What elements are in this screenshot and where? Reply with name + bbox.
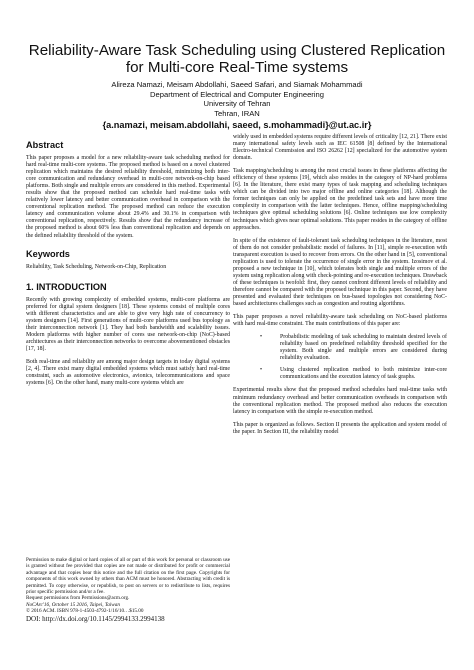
- bullet-icon: •: [260, 334, 263, 341]
- footnote-copyright: © 2016 ACM. ISBN 978-1-4503-4792-1/16/10…$15.00: [26, 608, 144, 615]
- abstract-body: This paper proposes a model for a new reliability-aware task scheduling method for hard real-time multi-core systems. The proposed method is based on a novel clustered replication which maintains the desired reliability threshold, minimizing both inter-core communication and redundancy overhead in multi-core network-on-chip based platforms. Both single and multiple errors are considered in this method. Experimental results show that the proposed method can schedule hard real-time tasks with relatively lower latency and better communication overhead in comparison with the conventional replication method. The proposed method can reduce the execution latency and communication volume about 29.4% and 30.1% in comparison with conventional replication, respectively. Results show that the redundancy increase of the proposed method is about 60% less than conventional replication and depends on the defined reliability threshold of the system.: [26, 155, 230, 239]
- footnote-venue: NoCArc'16, October 15 2016, Taipei, Taiwan: [26, 601, 120, 608]
- contribution-text: Using clustered replication method to both minimize inter-core communications and the execution latency of task graphs.: [280, 367, 447, 381]
- contribution-item: [233, 367, 447, 381]
- author-university: University of Tehran: [203, 99, 271, 109]
- right-paragraph-2: Task mapping/scheduling is among the most crucial issues in these platforms affecting the efficiency of these systems [19], which also resides in the category of NP-hard problems [6]. In the literature, there exist many types of task mapping and scheduling techniques which can be divided into two major offline and online categories [18]. Although the former techniques can only be applied on the predefined task sets and have more time complexity in comparison with the latter techniques. Hence, offline mapping/scheduling techniques give optimal scheduling solutions [6]. Online techniques use low complexity techniques which gives near optimal solutions. This paper resides in the category of offline approaches.: [233, 168, 447, 231]
- introduction-paragraph-1: Recently with growing complexity of embedded systems, multi-core platforms are preferred for digital system designers [18]. These systems consist of multiple cores with different characteristics and are able to give very high rate of concurrency to system designers [14]. First generations of multi-core platforms used bus topology as their interconnection network [1]. They had both bandwidth and scalability issues. Modern platforms with higher number of cores use network-on-chip (NoC)-based architectures as their interconnection networks to overcome abovementioned obstacles [17, 18].: [26, 296, 230, 352]
- author-emails: {a.namazi, meisam.abdollahi, saeed, s.mohammadi}@ut.ac.ir}: [102, 120, 372, 131]
- footnote-permission-text: Permission to make digital or hard copies of all or part of this work for personal or classroom use is granted without fee provided that copies are not made or distributed for profit or commercial advantage and that copies bear this notice and the full citation on the first page. Copyrights for components of this work owned by others than ACM must be honored. Abstracting with credit is permitted. To copy otherwise, or republish, to post on servers or to redistribute to lists, requires prior specific permission and/or a fee.: [26, 557, 230, 596]
- paper-title: [20, 42, 454, 76]
- title-line-2: for Multi-core Real-Time systems: [125, 59, 349, 76]
- contribution-item: [233, 334, 447, 362]
- title-line-1: Reliability-Aware Task Scheduling using Clustered Replication: [28, 42, 446, 59]
- right-column: [233, 134, 447, 442]
- footnote-permissions-contact: Request permissions from Permissions@acm.org.: [26, 595, 130, 602]
- right-paragraph-4: This paper proposes a novel reliability-aware task scheduling on NoC-based platforms with hard real-time constraint. The main contributions of this paper are:: [233, 314, 447, 328]
- contributions-list: [233, 334, 447, 381]
- author-names: Alireza Namazi, Meisam Abdollahi, Saeed Safari, and Siamak Mohammadi: [111, 80, 363, 89]
- left-column: [26, 140, 230, 393]
- right-paragraph-5: Experimental results show that the proposed method schedules hard real-time tasks with minimum redundancy overhead and better communication overheads in comparison with the conventional replication method. The proposed method also reduces the execution latency in comparison with the simple re-execution method.: [233, 387, 447, 415]
- keywords-heading: Keywords: [26, 248, 70, 259]
- right-paragraph-6: This paper is organized as follows. Section II presents the application and system model of the paper. In Section III, the reliability model: [233, 421, 447, 435]
- introduction-paragraph-2: Both real-time and reliability are among major design targets in today digital systems [2, 4]. There exist many digital embedded systems which must satisfy hard real-time constraint, such as automotive electronics, avionics, telecommunications and space systems [6]. On the other hand, many multi-core systems which are: [26, 358, 230, 387]
- author-location: Tehran, IRAN: [214, 108, 260, 118]
- copyright-footnote: [26, 557, 230, 624]
- footnote-doi[interactable]: DOI: http://dx.doi.org/10.1145/2994133.2994138: [26, 614, 165, 623]
- bullet-icon: •: [260, 367, 263, 374]
- author-department: Department of Electrical and Computer Engineering: [150, 89, 324, 99]
- right-paragraph-3: In spite of the existence of fault-tolerant task scheduling techniques in the literature, most of them do not consider probabilistic model of failures. In [11], simple re-execution with transparent execution is used to recover from errors. On the other hand in [5], conventional replication is used to tolerate the occurrence of single error in the system. Izosimov et al. proposed a new technique in [10], which tolerates both single and multiple errors of the system using replication along with check-pointing and re-execution techniques. Drawback of these techniques is twofold: first, they cannot confront different levels of reliability and therefore cannot be compared with the proposed technique in this paper. Second, they have presented and evaluated their techniques on bus-based topologies not considering NoC-based architectures challenges such as congestion and routing algorithms.: [233, 237, 447, 308]
- introduction-heading: 1. INTRODUCTION: [26, 281, 107, 292]
- keywords-body: Reliability, Task Scheduling, Network-on-Chip, Replication: [26, 263, 167, 270]
- contribution-text: Probabilistic modeling of task scheduling to maintain desired levels of reliability based on predefined reliability threshold specified for the system. Both single and multiple errors are considered during reliability evaluation.: [280, 334, 447, 362]
- author-block: [20, 80, 454, 131]
- abstract-heading: Abstract: [26, 140, 64, 150]
- right-paragraph-1: widely used in embedded systems require different levels of criticality [12, 21]. There exist many international safety levels such as IEC 61508 [8] defined by the International Electro-technical Commission and ISO 26262 [12] specialized for the automotive system domain.: [233, 134, 447, 162]
